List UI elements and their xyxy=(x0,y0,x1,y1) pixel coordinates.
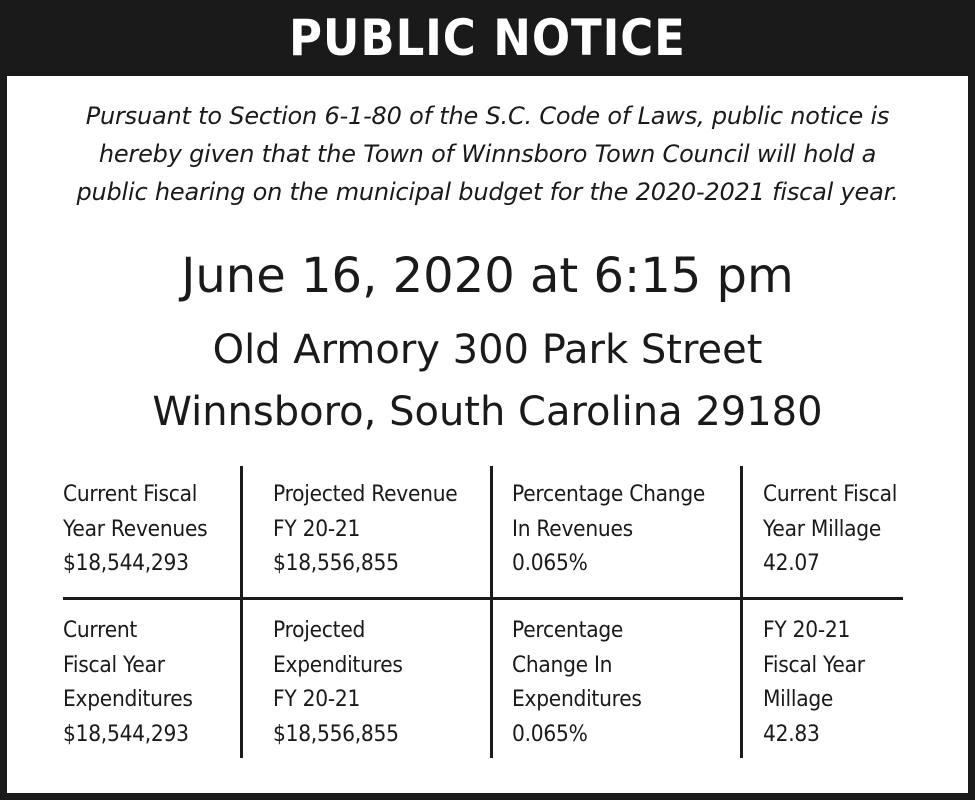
cell-line: In Revenues xyxy=(512,516,633,542)
cell-line: FY 20-21 xyxy=(763,618,851,643)
event-location-city: Winnsboro, South Carolina 29180 xyxy=(152,389,823,435)
intro-paragraph xyxy=(10,97,965,211)
cell-line: Expenditures xyxy=(63,687,193,712)
cell-value: $18,544,293 xyxy=(63,551,189,576)
cell-value: 42.07 xyxy=(763,551,820,576)
cell-value: $18,556,855 xyxy=(273,721,399,747)
cell-line: Change In xyxy=(512,652,613,678)
cell-line: Current Fiscal xyxy=(63,482,198,507)
table-column-divider xyxy=(740,466,743,758)
table-cell-projected-revenue xyxy=(273,478,457,582)
cell-value: 0.065% xyxy=(512,551,588,576)
intro-line: Pursuant to Section 6-1-80 of the S.C. Code of Laws, public notice is xyxy=(85,102,890,130)
intro-line: hereby given that the Town of Winnsboro Town Council will hold a xyxy=(98,140,877,168)
cell-line: Percentage xyxy=(512,618,624,643)
cell-value: $18,544,293 xyxy=(63,721,189,747)
cell-line: Expenditures xyxy=(512,687,642,712)
cell-line: Fiscal Year xyxy=(63,652,165,678)
cell-line: Projected xyxy=(273,618,366,643)
table-column-divider xyxy=(240,466,243,758)
cell-line: FY 20-21 xyxy=(273,516,361,542)
cell-line: Year Revenues xyxy=(63,516,208,542)
cell-line: Expenditures xyxy=(273,652,403,678)
cell-line: Fiscal Year xyxy=(763,652,865,678)
table-cell-current-millage xyxy=(763,478,897,582)
table-cell-current-expenditures xyxy=(63,614,193,752)
cell-line: Millage xyxy=(763,687,834,712)
cell-line: FY 20-21 xyxy=(273,687,361,712)
page-title: PUBLIC NOTICE xyxy=(289,9,686,67)
cell-line: Current xyxy=(63,618,138,643)
cell-value: 0.065% xyxy=(512,721,588,747)
table-cell-fy-millage xyxy=(763,614,865,752)
table-column-divider xyxy=(490,466,493,758)
intro-line: public hearing on the municipal budget for the 2020-2021 fiscal year. xyxy=(76,178,899,206)
cell-line: Percentage Change xyxy=(512,482,706,507)
table-cell-current-revenues xyxy=(63,478,207,582)
cell-value: 42.83 xyxy=(763,721,820,747)
header-bar xyxy=(0,0,975,76)
event-datetime: June 16, 2020 at 6:15 pm xyxy=(181,248,794,304)
table-cell-projected-expenditures xyxy=(273,614,403,752)
event-location-street: Old Armory 300 Park Street xyxy=(212,327,763,373)
table-row-divider xyxy=(63,597,903,600)
cell-line: Projected Revenue xyxy=(273,482,458,507)
table-cell-expenditure-change xyxy=(512,614,642,752)
cell-line: Year Millage xyxy=(763,516,882,542)
cell-line: Current Fiscal xyxy=(763,482,898,507)
cell-value: $18,556,855 xyxy=(273,551,399,576)
table-cell-revenue-change xyxy=(512,478,705,582)
